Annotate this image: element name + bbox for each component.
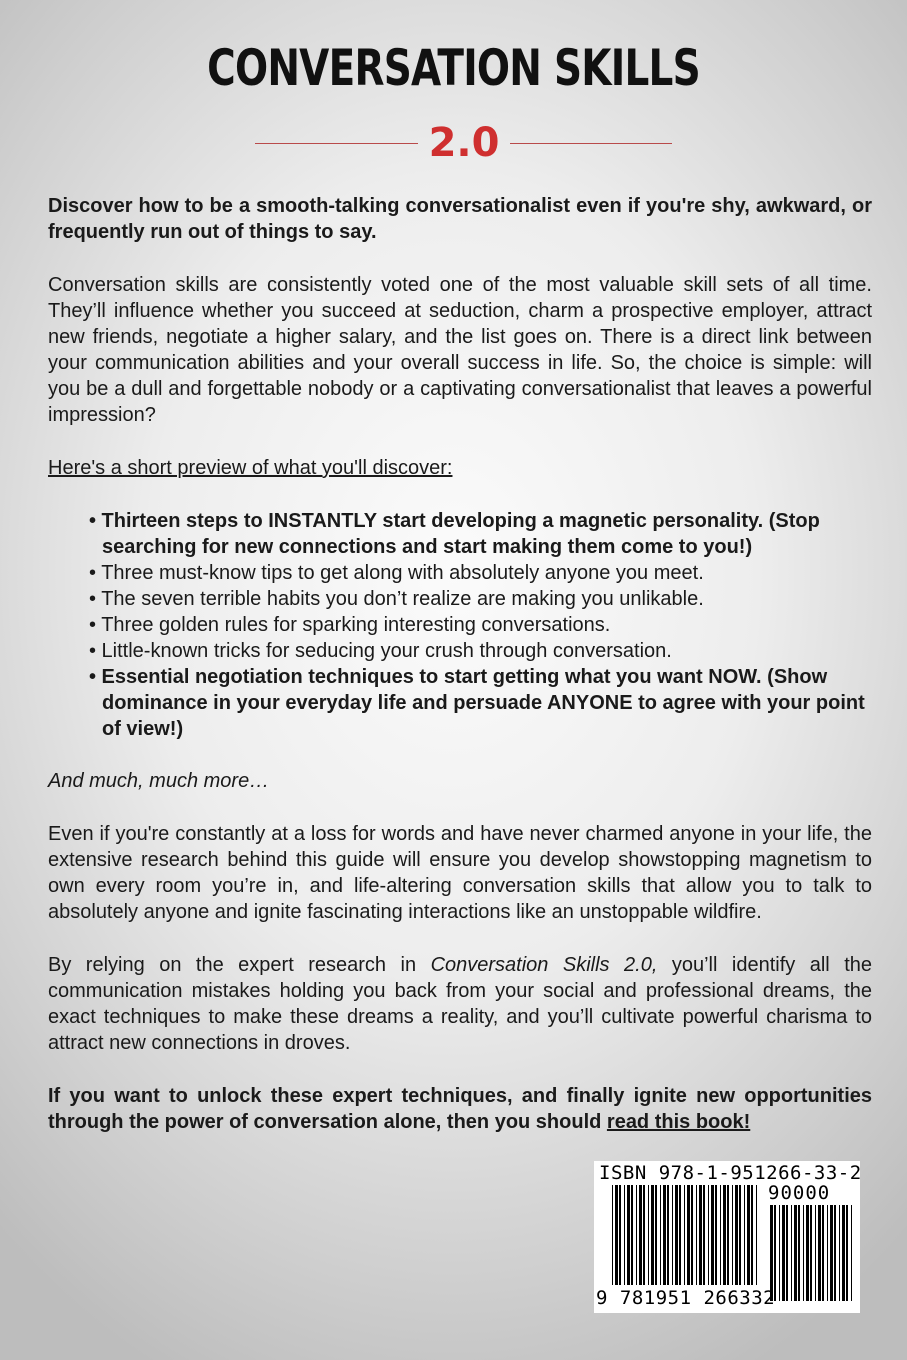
bullet-item: • Essential negotiation techniques to start getting what you want NOW. (Show dominance in your everyday life and persuade ANYONE to agree with your point of view!) [89,666,865,740]
price-addon-number: 90000 [768,1182,831,1204]
closing-text: If you want to unlock these expert techniques, and finally ignite new opportunities through the power of conversation alone, then you should [48,1085,872,1133]
barcode-stripe [667,1185,669,1285]
barcode-stripe [810,1205,812,1301]
read-this-book-link: read this book! [606,1111,751,1133]
barcode-stripe [684,1185,685,1285]
barcode-stripe [751,1185,753,1285]
barcode-stripe [822,1205,824,1301]
barcode-stripe [791,1205,792,1301]
bullet-list [48,508,872,742]
closing-paragraph [48,1083,872,1135]
para3-end: you’ll identify all the communication mistakes holding you back from your social and professional dreams, the exact techniques to make these dreams a reality, and you’ll cultivate powerful charisma to attract new connections in droves. [48,954,873,1054]
barcode-stripe [639,1185,642,1285]
barcode-stripe [711,1185,714,1285]
version-number: 2.0 [428,120,500,166]
barcode-stripe [818,1205,821,1301]
bullet-item: • Three must-know tips to get along with absolutely anyone you meet. [89,562,704,584]
body-paragraph-3 [48,952,872,1056]
isbn-number: ISBN 978-1-951266-33-2 [599,1162,862,1184]
body-paragraph-2: Even if you're constantly at a loss for words and have never charmed anyone in your life, the extensive research behind this guide will ensure you develop showstopping magnetism to own every room you’re in, and life-altering conversation skills that allow you to talk to absolutely anyone and ignite fascinating interactions like an unstoppable wildfire. [48,823,872,923]
barcode-stripe [815,1205,816,1301]
barcode-stripe [720,1185,721,1285]
body-paragraph-1: Conversation skills are consistently voted one of the most valuable skill sets of all time. They’ll influence whether you succeed at seduction, charm a prospective employer, attract new friends, negotiate a higher salary, and the list goes on. There is a direct link between your communication abilities and your overall success in life. So, the choice is simple: will you be a dull and forgettable nobody or a captivating conversationalist that leaves a powerful impression? [48,274,872,426]
barcode-stripe [744,1185,745,1285]
barcode-stripe [798,1205,800,1301]
barcode-stripe [786,1205,788,1301]
version-row [0,118,907,170]
barcode-stripe [779,1205,780,1301]
barcode-stripe [727,1185,729,1285]
left-divider [255,143,418,144]
bullet-item: • Thirteen steps to INSTANTLY start developing a magnetic personality. (Stop searching for new connections and start making them come to you!) [89,510,820,558]
barcode-stripe [735,1185,738,1285]
book-title-reference: Conversation Skills 2.0, [430,954,658,976]
barcode-stripe [842,1205,845,1301]
barcode-stripe [830,1205,833,1301]
barcode-stripe [827,1205,828,1301]
para3-start: By relying on the expert research in [48,954,431,976]
barcode-stripe [708,1185,709,1285]
intro-paragraph: Discover how to be a smooth-talking conversationalist even if you're shy, awkward, or frequently run out of things to say. [48,195,872,243]
barcode-stripe [679,1185,681,1285]
barcode-stripe [747,1185,750,1285]
barcode-stripe [612,1185,613,1285]
barcode-stripe [851,1205,852,1301]
barcode-stripe [696,1185,697,1285]
barcode-stripe [806,1205,809,1301]
preview-heading-text: Here's a short preview of what you'll discover: [48,457,453,479]
barcode-stripe [794,1205,797,1301]
barcode-stripe [839,1205,840,1301]
barcode-stripe [732,1185,733,1285]
barcode-stripe [648,1185,649,1285]
bullet-item: • The seven terrible habits you don’t realize are making you unlikable. [89,588,704,610]
barcode-stripe [699,1185,702,1285]
barcode-stripe [672,1185,673,1285]
barcode-stripe [619,1185,621,1285]
barcode-stripe [631,1185,633,1285]
ean-number: 9 781951 266332 [596,1287,776,1309]
barcode-stripe [715,1185,717,1285]
barcode-stripe [803,1205,804,1301]
barcode-stripe [687,1185,690,1285]
barcode-stripe [660,1185,661,1285]
description [48,193,872,1135]
right-divider [510,143,672,144]
barcode-stripe [651,1185,654,1285]
barcode-stripe [782,1205,785,1301]
barcode-stripe [636,1185,637,1285]
barcode-stripe [663,1185,666,1285]
barcode-stripe [615,1185,618,1285]
barcode-stripe [624,1185,625,1285]
isbn-barcode [594,1161,860,1313]
bullet-item: • Three golden rules for sparking interesting conversations. [89,614,611,636]
barcode-stripe [655,1185,657,1285]
barcode-stripe [691,1185,693,1285]
barcode-stripe [846,1205,848,1301]
barcode-stripe [834,1205,836,1301]
barcode-stripe [643,1185,645,1285]
barcode-stripe [675,1185,678,1285]
preview-heading [48,455,872,481]
barcode-stripe [756,1185,757,1285]
bullet-item: • Little-known tricks for seducing your crush through conversation. [89,640,672,662]
barcode-stripe [627,1185,630,1285]
barcode-stripe [703,1185,705,1285]
book-title: CONVERSATION SKILLS [207,39,700,97]
barcode-stripe [739,1185,741,1285]
and-more-text: And much, much more… [48,770,270,792]
barcode-stripe [723,1185,726,1285]
